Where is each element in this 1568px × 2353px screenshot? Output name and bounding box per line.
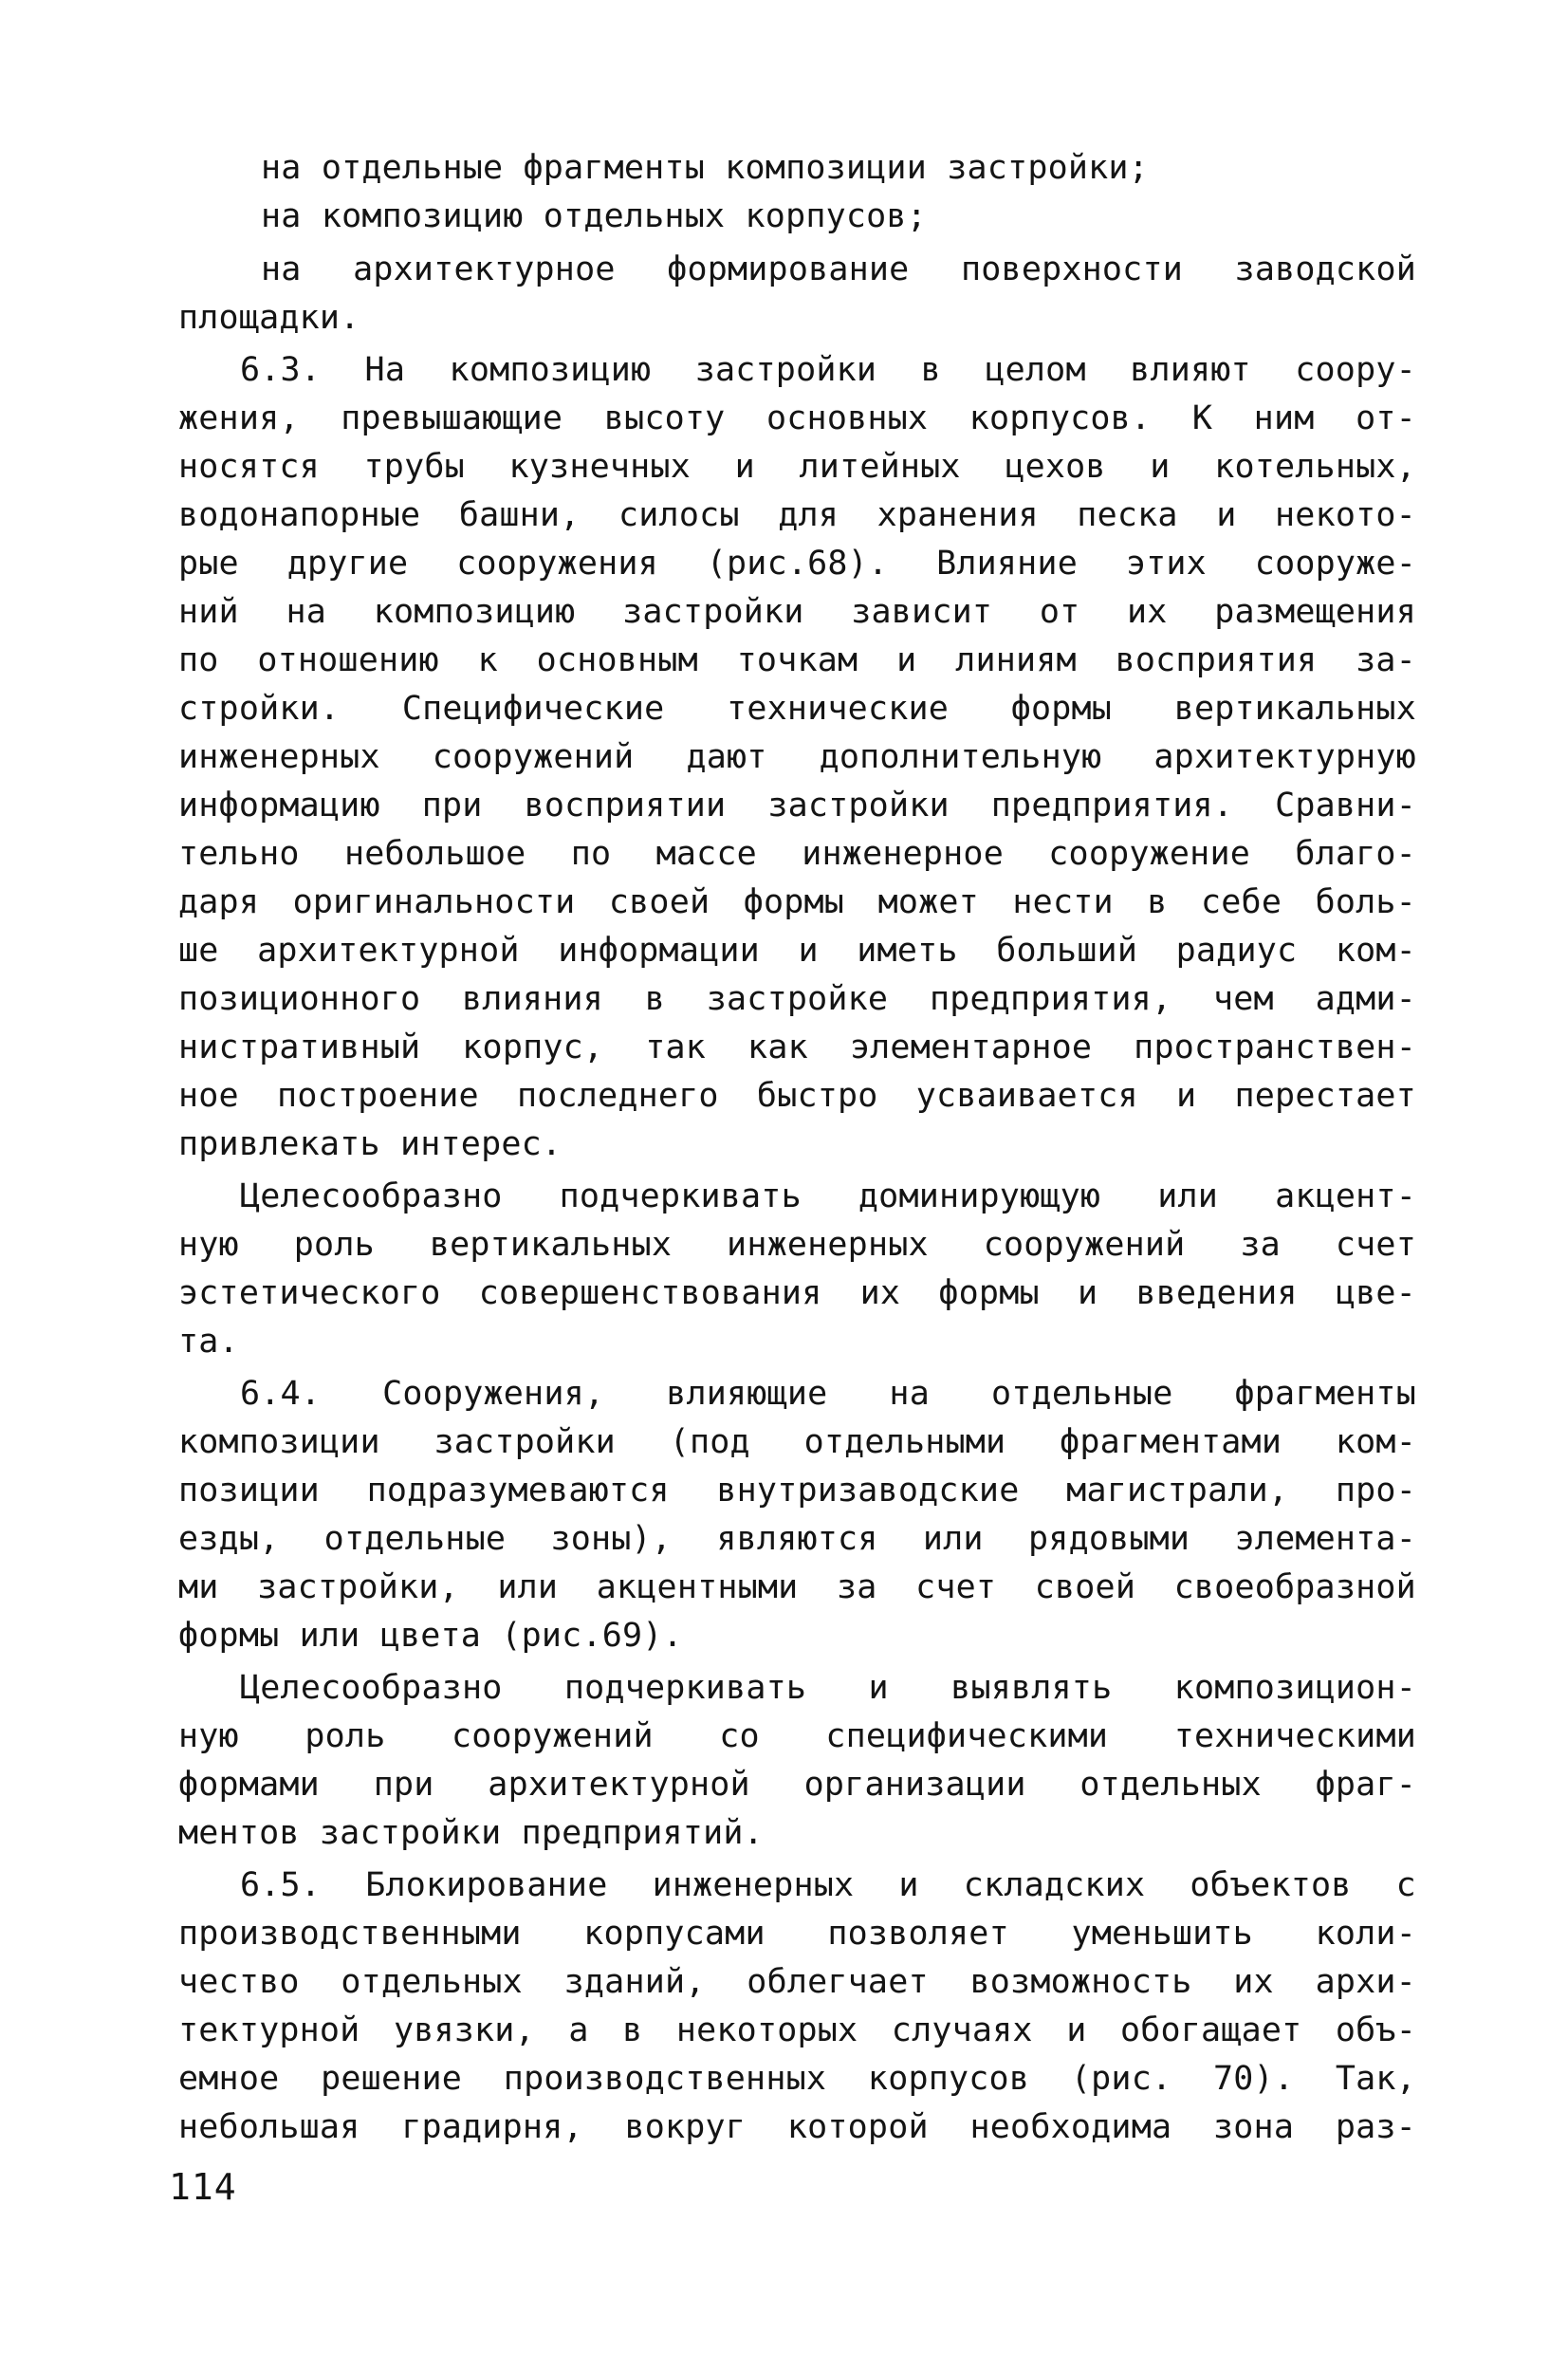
text-line: позиции подразумеваются внутризаводские магистрали, про- bbox=[178, 1472, 1416, 1510]
text-line: Целесообразно подчеркивать доминирующую или акцент- bbox=[240, 1177, 1416, 1215]
text-line: та. bbox=[178, 1323, 239, 1361]
text-line: ментов застройки предприятий. bbox=[178, 1814, 764, 1852]
text-line: на архитектурное формирование поверхности заводской bbox=[261, 250, 1416, 288]
text-line: даря оригинальности своей формы может нести в себе боль- bbox=[178, 883, 1416, 921]
text-line: на композицию отдельных корпусов; bbox=[261, 197, 927, 235]
text-line: формами при архитектурной организации отдельных фраг- bbox=[178, 1766, 1416, 1804]
text-line: рые другие сооружения (рис.68). Влияние этих сооруже- bbox=[178, 545, 1416, 583]
text-line: по отношению к основным точкам и линиям восприятия за- bbox=[178, 641, 1416, 679]
text-line: площадки. bbox=[178, 299, 360, 337]
text-line: 6.4. Сооружения, влияющие на отдельные фрагменты bbox=[240, 1375, 1416, 1413]
text-line: тельно небольшое по массе инженерное сооружение благо- bbox=[178, 835, 1416, 873]
text-line: ное построение последнего быстро усваивается и перестает bbox=[178, 1077, 1416, 1115]
text-line: ную роль сооружений со специфическими техническими bbox=[178, 1717, 1416, 1755]
text-line: ми застройки, или акцентными за счет своей своеобразной bbox=[178, 1568, 1416, 1606]
text-line: композиции застройки (под отдельными фрагментами ком- bbox=[178, 1423, 1416, 1461]
text-line: Целесообразно подчеркивать и выявлять композицион- bbox=[240, 1669, 1416, 1707]
text-line: носятся трубы кузнечных и литейных цехов и котельных, bbox=[178, 448, 1416, 486]
text-line: тектурной увязки, а в некоторых случаях и обогащает объ- bbox=[178, 2011, 1416, 2049]
text-line: эстетического совершенствования их формы и введения цве- bbox=[178, 1274, 1416, 1312]
text-line: 6.5. Блокирование инженерных и складских объектов с bbox=[240, 1866, 1416, 1904]
text-line: ний на композицию застройки зависит от их размещения bbox=[178, 593, 1416, 631]
text-line: информацию при восприятии застройки предприятия. Сравни- bbox=[178, 787, 1416, 824]
text-line: чество отдельных зданий, облегчает возможность их архи- bbox=[178, 1963, 1416, 2001]
text-line: нистративный корпус, так как элементарное пространствен- bbox=[178, 1028, 1416, 1066]
text-line: 6.3. На композицию застройки в целом влияют соору- bbox=[240, 351, 1416, 389]
text-line: водонапорные башни, силосы для хранения песка и некото- bbox=[178, 496, 1416, 534]
text-line: ше архитектурной информации и иметь больший радиус ком- bbox=[178, 932, 1416, 970]
text-line: езды, отдельные зоны), являются или рядовыми элемента- bbox=[178, 1520, 1416, 1558]
text-line: емное решение производственных корпусов (рис. 70). Так, bbox=[178, 2060, 1416, 2098]
text-line: производственными корпусами позволяет уменьшить коли- bbox=[178, 1915, 1416, 1953]
text-line: привлекать интерес. bbox=[178, 1125, 563, 1163]
text-line: небольшая градирня, вокруг которой необходима зона раз- bbox=[178, 2108, 1416, 2146]
text-line: инженерных сооружений дают дополнительную архитектурную bbox=[178, 738, 1416, 776]
page-number: 114 bbox=[169, 2166, 237, 2208]
text-line: ную роль вертикальных инженерных сооружений за счет bbox=[178, 1226, 1416, 1264]
text-line: позиционного влияния в застройке предприятия, чем адми- bbox=[178, 980, 1416, 1018]
text-line: на отдельные фрагменты композиции застройки; bbox=[261, 149, 1149, 187]
text-line: стройки. Специфические технические формы вертикальных bbox=[178, 690, 1416, 728]
text-line: формы или цвета (рис.69). bbox=[178, 1617, 683, 1655]
text-line: жения, превышающие высоту основных корпусов. К ним от- bbox=[178, 399, 1416, 437]
